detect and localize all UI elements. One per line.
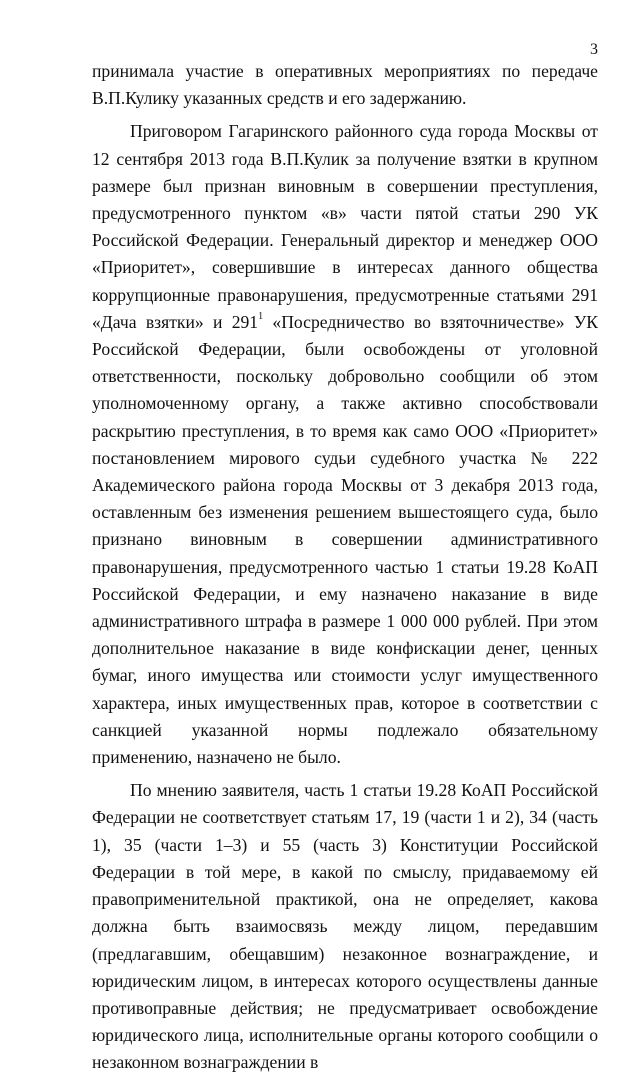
paragraph-verdict xyxy=(92,118,598,771)
paragraph-continuation: принимала участие в оперативных мероприятиях по передаче В.П.Кулику указанных средств и его задержанию. xyxy=(92,61,598,109)
paragraph-verdict-text-b: «Посредничество во взяточничестве» УК Российской Федерации, были освобождены от уголовной ответственности, поскольку добровольно сообщили об этом уполномоченному органу, а также активно способствовали раскрытию преступления, в то время как само ООО «Приоритет» постановлением мирового судьи судебного участка № 222 Академического района города Москвы от 3 декабря 2013 года, оставленным без изменения решением вышестоящего суда, было признано виновным в совершении административного правонарушения, предусмотренного частью 1 статьи 19.28 КоАП Российской Федерации, и ему назначено наказание в виде административного штрафа в размере 1 000 000 рублей. При этом дополнительное наказание в виде конфискации денег, ценных бумаг, иного имущества или стоимости услуг имущественного характера, иных имущественных прав, которое в соответствии с санкцией указанной нормы подлежало обязательному применению, назначено не было. xyxy=(92,311,599,768)
page-number: 3 xyxy=(590,41,598,58)
document-body xyxy=(92,58,598,1077)
paragraph-verdict-text-a: Приговором Гагаринского районного суда города Москвы от 12 сентября 2013 года В.П.Кулик за получение взятки в крупном размере был признан виновным в совершении преступления, предусмотренного пунктом «в» части пятой статьи 290 УК Российской Федерации. Генеральный директор и менеджер ООО «Приоритет», совершившие в интересах данного общества коррупционные правонарушения, предусмотренные статьями 291 «Дача взятки» и 291 xyxy=(92,121,598,332)
paragraph-applicant-opinion: По мнению заявителя, часть 1 статьи 19.28 КоАП Российской Федерации не соответствует статьям 17, 19 (части 1 и 2), 34 (часть 1), 35 (части 1–3) и 55 (часть 3) Конституции Российской Федерации в той мере, в какой по смыслу, придаваемому ей правоприменительной практикой, она не определяет, какова должна быть взаимосвязь между лицом, передавшим (предлагавшим, обещавшим) незаконное вознаграждение, и юридическим лицом, в интересах которого осуществлены данные противоправные действия; не предусматривает освобождение юридического лица, исполнительные органы которого сообщили о незаконном вознаграждении в xyxy=(92,780,598,1073)
article-superscript: 1 xyxy=(258,310,264,322)
